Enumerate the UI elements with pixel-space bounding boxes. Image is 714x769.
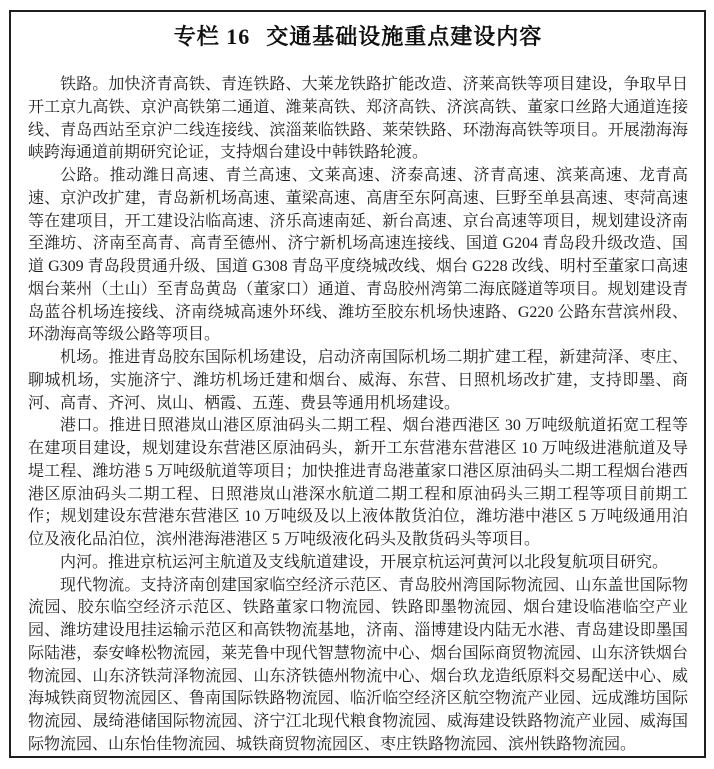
paragraph-text: 推进京杭运河主航道及支线航道建设，开展京杭运河黄河以北段复航项目研究。	[108, 553, 669, 571]
paragraph-text: 推进日照港岚山港区原油码头二期工程、烟台港西港区 30 万吨级航道拓宽工程等在建项目建设，规划建设东营港区原油码头，新开工东营港东营港区 10 万吨级进港航道及导堤工程、潍坊港 5 万吨级航道等项目；加快推进青岛港董家口港区原油码头二期工程烟台港西港区原油码头二期工程、日照港岚山港深水航道二期工程和原油码头三期工程等项目前期工作；规划建设东营港东营港区 10 万吨级及以上液体散货泊位，潍坊港中港区 5 万吨级通用泊位及液化品泊位，滨州港海港港区 5 万吨级液化码头及散货码头等项目。	[28, 417, 688, 548]
paragraph-modern-logistics	[28, 575, 688, 757]
paragraph-railway	[28, 74, 688, 165]
paragraph-label: 公路	[60, 167, 94, 184]
column-title-text: 交通基础设施重点建设内容	[266, 24, 543, 49]
paragraph-inland-river	[28, 552, 688, 575]
paragraph-label: 铁路	[60, 76, 93, 93]
paragraph-separator: 。	[92, 417, 109, 435]
paragraph-separator: 。	[124, 576, 141, 594]
paragraph-label: 港口	[60, 417, 93, 435]
column-box	[9, 10, 706, 758]
paragraph-highway	[28, 165, 688, 347]
paragraph-separator: 。	[93, 167, 110, 184]
paragraph-label: 机场	[60, 349, 93, 366]
paragraph-separator: 。	[92, 349, 109, 366]
paragraph-text: 推动潍日高速、青兰高速、文莱高速、济泰高速、济青高速、滨莱高速、龙青高速、京沪改扩建，青岛新机场高速、董梁高速、高唐至东阿高速、巨野至单县高速、枣菏高速等在建项目，开工建设沾临高速、济乐高速南延、新台高速、京台高速等项目，规划建设济南至潍坊、济南至高青、高青至德州、济宁新机场高速连接线、国道 G204 青岛段升级改造、国道 G309 青岛段贯通升级、国道 G308 青岛平度绕城改线、烟台 G228 改线、明村至董家口高速烟台莱州（土山）至青岛黄岛（董家口）通道、青岛胶州湾第二海底隧道等项目。规划建设青岛蓝谷机场连接线、济南绕城高速外环线、潍坊至胶东机场快速路、G220 公路东营滨州段、环渤海高等级公路等项目。	[28, 167, 688, 344]
column-body	[28, 74, 688, 757]
paragraph-text: 支持济南创建国家临空经济示范区、青岛胶州湾国际物流园、山东盖世国际物流园、胶东临空经济示范区、铁路董家口物流园、铁路即墨物流园、烟台建设临港临空产业园、潍坊建设甩挂运输示范区和高铁物流基地，济南、淄博建设内陆无水港、青岛建设即墨国际陆港，泰安峰松物流园，莱芜鲁中现代智慧物流中心、烟台国际商贸物流园、山东济铁烟台物流园、山东济铁菏泽物流园、山东济铁德州物流中心、烟台玖龙造纸原料交易配送中心、威海城铁商贸物流园区、鲁南国际铁路物流园、临沂临空经济区航空物流产业园、远成潍坊国际物流园、晟绮港储国际物流园、济宁江北现代粮食物流园、威海建设铁路物流产业园、威海国际物流园、山东怡佳物流园、城铁商贸物流园区、枣庄铁路物流园、滨州铁路物流园。	[28, 576, 688, 753]
paragraph-port	[28, 415, 688, 552]
paragraph-airport	[28, 347, 688, 415]
column-title	[28, 24, 688, 50]
paragraph-label: 内河	[60, 553, 93, 571]
paragraph-text: 加快济青高铁、青连铁路、大莱龙铁路扩能改造、济莱高铁等项目建设，争取早日开工京九高铁、京沪高铁第二通道、潍莱高铁、郑济高铁、济滨高铁、董家口丝路大通道连接线、青岛西站至京沪二线连接线、滨淄莱临铁路、莱荣铁路、环渤海高铁等项目。开展渤海海峡跨海通道前期研究论证，支持烟台建设中韩铁路轮渡。	[28, 76, 688, 162]
paragraph-text: 推进青岛胶东国际机场建设，启动济南国际机场二期扩建工程，新建菏泽、枣庄、聊城机场，实施济宁、潍坊机场迁建和烟台、威海、东营、日照机场改扩建，支持即墨、商河、高青、齐河、岚山、栖霞、五莲、费县等通用机场建设。	[28, 349, 688, 412]
paragraph-label: 现代物流	[60, 576, 125, 594]
paragraph-separator: 。	[92, 553, 109, 571]
column-number: 专栏 16	[173, 24, 251, 49]
paragraph-separator: 。	[92, 76, 109, 93]
